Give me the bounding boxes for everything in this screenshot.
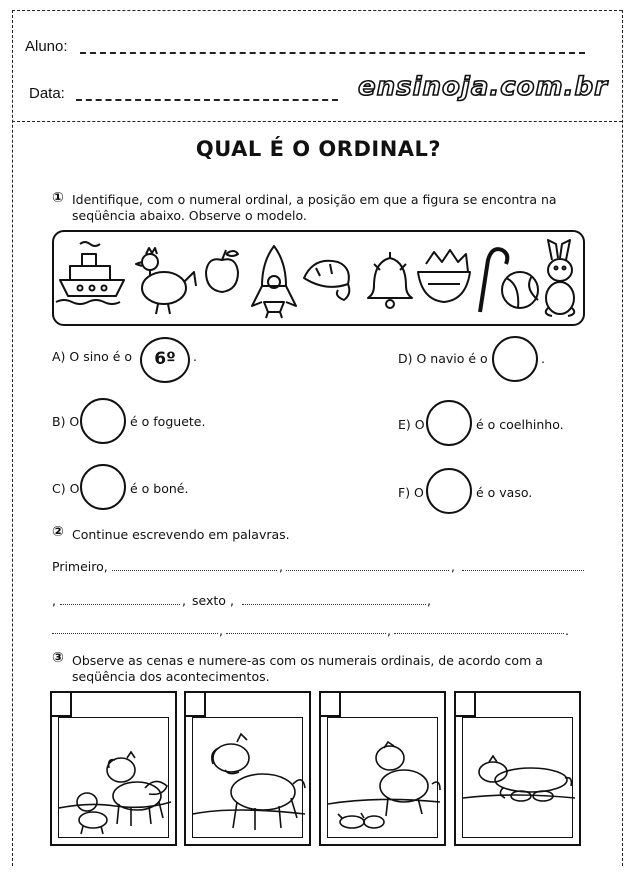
item-c-answer-circle[interactable]: [80, 464, 126, 510]
period-end: .: [565, 623, 569, 638]
item-d-label: D) O navio é o: [398, 351, 488, 366]
aluno-field[interactable]: [80, 52, 585, 54]
data-label: Data:: [29, 85, 65, 102]
q2-line2-sexto: sexto: [192, 593, 226, 608]
item-e-answer-circle[interactable]: [426, 400, 472, 446]
comma-8: ,: [387, 623, 391, 638]
scene-3-illustration: [328, 718, 441, 845]
answer-line-6[interactable]: [52, 633, 218, 634]
scene-1-illustration: [59, 718, 172, 845]
comma-3: ,: [52, 593, 56, 608]
comma-1: ,: [279, 559, 283, 574]
scene-3-number-box[interactable]: [319, 691, 341, 717]
answer-line-7[interactable]: [226, 633, 386, 634]
comma-7: ,: [219, 623, 223, 638]
sequence-box: [52, 230, 585, 326]
item-a-answer: 6º: [154, 349, 176, 369]
item-c-suffix: é o boné.: [130, 481, 189, 496]
item-b-label: B) O: [52, 414, 80, 429]
cane-icon: [480, 249, 507, 312]
item-f-suffix: é o vaso.: [476, 485, 533, 500]
q2-line1-start: Primeiro,: [52, 559, 108, 574]
comma-5: ,: [230, 593, 234, 608]
rocket-icon: [252, 246, 296, 318]
comma-2: ,: [451, 559, 455, 574]
scene-2-frame: [192, 717, 303, 838]
item-f-label: F) O: [398, 485, 424, 500]
item-a-suffix: .: [193, 349, 197, 364]
item-b-suffix: é o foguete.: [130, 414, 206, 429]
item-e-label: E) O: [398, 417, 425, 432]
hen-icon: [136, 248, 196, 314]
q2-text: Continue escrevendo em palavras.: [72, 527, 290, 542]
item-b-answer-circle[interactable]: [80, 398, 126, 444]
page-title: QUAL É O ORDINAL?: [195, 137, 442, 161]
scene-3-frame: [327, 717, 438, 838]
scene-2-number-box[interactable]: [184, 691, 206, 717]
sequence-figures: [54, 232, 583, 324]
scene-2-illustration: [193, 718, 306, 845]
scene-1-frame: [58, 717, 169, 838]
header-divider: [12, 121, 622, 122]
apple-icon: [206, 250, 238, 292]
scene-4-illustration: [463, 718, 576, 845]
q3-text-line1: Observe as cenas e numere-as com os numerais ordinais, de acordo com a: [72, 653, 543, 668]
comma-6: ,: [427, 593, 431, 608]
scene-4-number-box[interactable]: [454, 691, 476, 717]
q3-number: ③: [52, 650, 64, 666]
scene-panel-1: [50, 691, 177, 846]
q2-number: ②: [52, 524, 64, 540]
scene-4-frame: [462, 717, 573, 838]
scene-panel-2: [184, 691, 311, 846]
frame-top: [12, 10, 622, 11]
cap-icon: [304, 261, 349, 300]
ball-icon: [502, 272, 538, 308]
answer-line-1[interactable]: [112, 570, 277, 571]
item-d-suffix: .: [541, 351, 545, 366]
item-a-label: A) O sino é o: [52, 349, 133, 364]
q1-text-line2: seqüência abaixo. Observe o modelo.: [72, 208, 307, 223]
answer-line-2[interactable]: [286, 570, 449, 571]
item-d-answer-circle[interactable]: [492, 336, 538, 382]
answer-line-3[interactable]: [462, 570, 584, 571]
q1-text-line1: Identifique, com o numeral ordinal, a posição em que a figura se encontra na: [72, 192, 557, 207]
bunny-icon: [546, 240, 575, 316]
answer-line-5[interactable]: [242, 604, 426, 605]
item-c-label: C) O: [52, 481, 80, 496]
ship-icon: [56, 242, 124, 304]
data-field[interactable]: [76, 99, 338, 101]
q3-text-line2: seqüência dos acontecimentos.: [72, 669, 270, 684]
scene-panel-4: [454, 691, 581, 846]
answer-line-4[interactable]: [60, 604, 180, 605]
vase-icon: [418, 250, 470, 302]
comma-4: ,: [182, 593, 186, 608]
scene-panel-3: [319, 691, 446, 846]
item-a-answer-circle[interactable]: [140, 337, 190, 383]
scene-1-number-box[interactable]: [50, 691, 72, 717]
site-logo: ensinoja.com.br: [358, 72, 608, 102]
item-f-answer-circle[interactable]: [426, 468, 472, 514]
aluno-label: Aluno:: [25, 38, 68, 55]
bell-icon: [368, 252, 412, 308]
q1-number: ①: [52, 190, 64, 206]
answer-line-8[interactable]: [394, 633, 564, 634]
item-e-suffix: é o coelhinho.: [476, 417, 564, 432]
